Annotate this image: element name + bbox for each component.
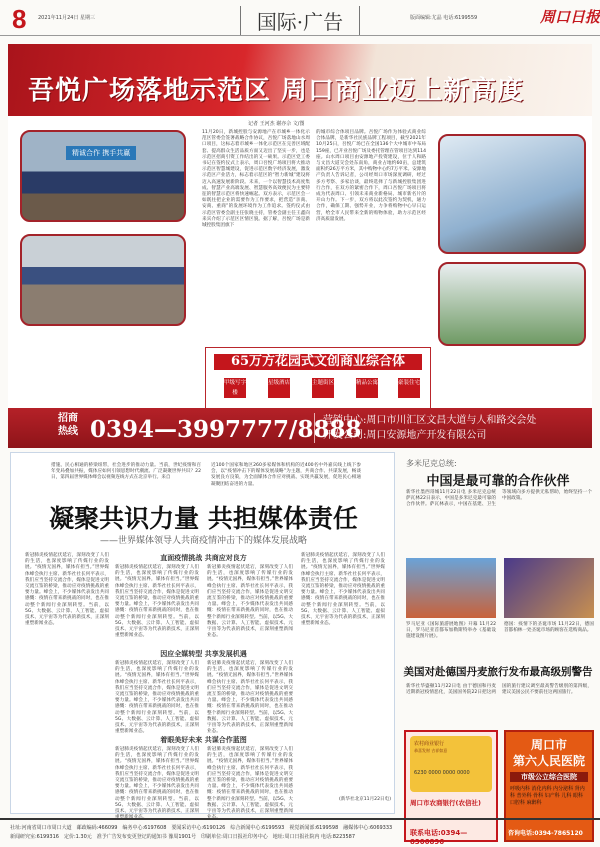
building-rendering [438,134,586,254]
bank-phone: 联系电话:0394—8306896 [410,829,468,846]
article-subtitle: ——世界媒体领导人共商疫情冲击下的媒体发展战略 [99,536,307,546]
ad-article-col1: 11月20日，新城控股与安源地产在市城乡一体化示范区管委会签署战略合作协议，吾悦广场落地山水周口项目，这标志着市城乡一体化示范区在完善区域配套、提高群众生活品质方面又迈出了坚实一步，也是示范区招商引资工作结出的又一硕果。示范区党工委书记在签约仪式上表示，周口吾悦广场项目将大推动示范区智慧城建设，促进示范区数字经济发展，激发示范区产业活力，标志着示范区的“智力新城”建设将迈入高速发展新阶段。未来，一个以智慧技术高度集成、智慧产业高端发展、智慧服务高效便民为主要特征的智慧示范区将快速崛起。双方表示，示范区会一如既往把企业的需要作为工作要求，把营造“亲商、安商、重商”的发展环境作为工作追求。签约仪式由示范区管委会副主任张晓主持，管委会副主任王鑫向来宾介绍了示范区区情区貌。据了解，吾悦广场是新城控股集团旗下 [202,130,310,229]
international-news-column [400,452,596,846]
hospital-name: 第六人民医院 [512,754,585,768]
section-title: 国际·广告 [240,6,360,35]
intro-right: 近100个国家和地区260多家媒体和机构的近400名中外嘉宾线上线下参会，以“疫情冲击下的媒体发展战略”为主题，共商合作、共谋发展，畅谈发展良方良策，为全面媒体合作应对挑战、实现共赢发展，促进民心相通凝聚团结奋进的力量。 [211,463,361,487]
germany-market-photo [504,558,594,618]
subhead-3: 着眼美好未来 共谋合作蓝图 [160,736,247,744]
hotline-number: 0394—3997777/8888 [90,416,362,443]
dominica-text: 新华社墨西哥城11月22日电 多米尼克总统萨瓦林22日表示，中国是多米尼克最可靠的合作伙伴。萨瓦林表示，中国在基建、卫生等领域向多方提供无私帮助，始终坚持一个中国政策。 [406,490,592,508]
address-block [314,413,536,443]
subhead-1: 直面疫情挑战 共商应对良方 [160,554,247,562]
hospital-city: 周口市 [530,738,567,752]
body-col2c: 新冠肺炎疫情起伏延宕，深刻改变了人们的生活，也深度影响了传媒行业的发展。“疫情无国界，媒体有担当。”世界媒体峰会执行主席、新华社社长何平表示，我们应当坚持交流合作，媒体是促进文明交流互鉴的桥梁，推动应对疫情挑战的重要力量。峰会上，不少媒体代表发出共同感慨：疫情在带来新挑战的同时，也在推动整个新闻行业深刻转型。当前，以5G、大数据、云计算、人工智能、虚拟技术、元宇宙等为代表的新技术，正深刻重塑新闻业态。 [115,747,199,821]
card-number: 6230 0000 0000 0000 [414,770,470,776]
page-header [0,0,600,36]
complex-box [205,347,431,413]
ad-byline: 记者 王河杰 谢亦佘 文/图 [248,121,305,127]
body-col3c: 新冠肺炎疫情起伏延宕，深刻改变了人们的生活，也深度影响了传媒行业的发展。“疫情无国界，媒体有担当。”世界媒体峰会执行主席、新华社社长何平表示，我们应当坚持交流合作，媒体是促进文明交流互鉴的桥梁，推动应对疫情挑战的重要力量。峰会上，不少媒体代表发出共同感慨：疫情在带来新挑战的同时，也在推动整个新闻行业深刻转型。当前，以5G、大数据、云计算、人工智能、虚拟技术、元宇宙等为代表的新技术，正深刻重塑新闻业态。 [207,747,293,821]
intro-left: 措施、民心相通的桥梁纽带，社会进步的推动力量。当前，世纪疫情和百年变局叠加共振，媒体应如何引领思想时代潮流、广泛凝聚世界共识？22日，第四届世界媒体峰会以视频连线方式在北京举行。来自 [51,463,201,481]
tag-residence: 豪装住宅 [398,378,420,398]
tag-apartment: 精品公寓 [356,378,378,398]
complex-title: 65万方花园式文创商业综合体 [214,354,422,370]
body-col3b: 新冠肺炎疫情起伏延宕，深刻改变了人们的生活，也深度影响了传媒行业的发展。“疫情无国界，媒体有担当。”世界媒体峰会执行主席、新华社社长何平表示，我们应当坚持交流合作，媒体是促进文明交流互鉴的桥梁，推动应对疫情挑战的重要力量。峰会上，不少媒体代表发出共同感慨：疫情在带来新挑战的同时，也在推动整个新闻行业深刻转型。当前，以5G、大数据、云计算、人工智能、虚拟技术、元宇宙等为代表的新技术，正深刻重塑新闻业态。 [207,661,293,735]
kicker: 多米尼克总统: [406,459,457,468]
travel-warning-text: 新华社华盛顿11月22日电 由于德国和丹麦近期新冠疫情恶化，美国国务院22日把这两国的旅行建议调至最高警告级别的第四级，建议美国公民不要前往这两国旅行。 [406,684,592,696]
bank-name: 周口市农商银行(农信社) [410,799,481,807]
tag-street: 主题街区 [312,378,334,398]
aerial-rendering [438,262,586,346]
body-col4: 新冠肺炎疫情起伏延宕，深刻改变了人们的生活，也深度影响了传媒行业的发展。“疫情无国界，媒体有担当。”世界媒体峰会执行主席、新华社社长何平表示，我们应当坚持交流合作，媒体是促进文明交流互鉴的桥梁，推动应对疫情挑战的重要力量。峰会上，不少媒体代表发出共同感慨：疫情在带来新挑战的同时，也在推动整个新闻行业深刻转型。当前，以5G、大数据、云计算、人工智能、虚拟技术、元宇宙等为代表的新技术，正深刻重塑新闻业态。 [301,553,385,627]
advertisement-wuyue-plaza [8,44,592,448]
article-headline: 凝聚共识力量 共担媒体责任 [49,504,358,533]
issue-date: 2021年11月24日 星期三 [38,15,96,21]
page-number: 8 [12,4,27,34]
romania-caption: 罗马尼亚《国际旅游展地图》开幕 11月22日，罗马尼亚首都布加勒斯特举办《基础设施建设图片展》。 [406,622,496,640]
newspaper-logo: 周口日报 [540,8,600,26]
hotline-label: 招商热线 [58,413,78,437]
sales-center: 营销中心:周口市川汇区文昌大道与人和路交会处 [323,415,537,426]
body-col3: 新冠肺炎疫情起伏延宕，深刻改变了人们的生活，也深度影响了传媒行业的发展。“疫情无国界，媒体有担当。”世界媒体峰会执行主席、新华社社长何平表示，我们应当坚持交流合作，媒体是促进文明交流互鉴的桥梁，推动应对疫情挑战的重要力量。峰会上，不少媒体代表发出共同感慨：疫情在带来新挑战的同时，也在推动整个新闻行业深刻转型。当前，以5G、大数据、云计算、人工智能、虚拟技术、元宇宙等为代表的新技术，正深刻重塑新闻业态。 [207,565,293,639]
card-bank-name: 农村商业银行 [414,741,445,747]
hospital-departments: 呼吸内科 消化内科 内分泌科 肾内科 普外科 骨科 妇产科 儿科 眼科 口腔科 麻醉科 [510,786,585,806]
developer: 开发公司:周口安源地产开发有限公司 [323,430,487,441]
body-col2: 新冠肺炎疫情起伏延宕，深刻改变了人们的生活，也深度影响了传媒行业的发展。“疫情无国界，媒体有担当。”世界媒体峰会执行主席、新华社社长何平表示，我们应当坚持交流合作，媒体是促进文明交流互鉴的桥梁，推动应对疫情挑战的重要力量。峰会上，不少媒体代表发出共同感慨：疫情在带来新挑战的同时，也在推动整个新闻行业深刻转型。当前，以5G、大数据、云计算、人工智能、虚拟技术、元宇宙等为代表的新技术，正深刻重塑新闻业态。 [115,565,199,639]
signing-photo [20,130,186,222]
ad-banner [8,44,592,116]
footer-line-1: 社址:河南省周口市周口大道 邮政编码:466099 编务中心:6197608 要闻采访中心:6190126 综合新闻中心:6199593 视觉新闻部:6199598 融媒体中心:6069333 [10,825,393,831]
subhead-2: 因应全媒转型 共享发展机遇 [160,650,247,658]
romania-photo [406,558,496,618]
hospital-type: 市级公立综合医院 [510,772,588,782]
contact-band [8,408,592,448]
signing-banner-text: 精诚合作 携手共赢 [66,146,136,160]
dominica-headline: 中国是最可靠的合作伙伴 [426,474,570,489]
tag-hotel: 星级酒店 [268,378,290,398]
tag-office: 甲级写字楼 [224,380,247,396]
dateline: (新华社北京11月22日电) [338,797,391,802]
media-summit-article [10,452,395,821]
meeting-photo [20,234,186,326]
bank-card [410,736,492,792]
footer [0,818,600,847]
hospital-phone: 咨询电话:0394-7865120 [508,830,583,837]
travel-warning-headline: 美国对赴德国丹麦旅行发布最高级别警告 [403,666,593,678]
body-col1: 新冠肺炎疫情起伏延宕，深刻改变了人们的生活，也深度影响了传媒行业的发展。“疫情无国界，媒体有担当。”世界媒体峰会执行主席、新华社社长何平表示，我们应当坚持交流合作，媒体是促进文明交流互鉴的桥梁，推动应对疫情挑战的重要力量。峰会上，不少媒体代表发出共同感慨：疫情在带来新挑战的同时，也在推动整个新闻行业深刻转型。当前，以5G、大数据、云计算、人工智能、虚拟技术、元宇宙等为代表的新技术，正深刻重塑新闻业态。 [25,553,109,627]
body-col2b: 新冠肺炎疫情起伏延宕，深刻改变了人们的生活，也深度影响了传媒行业的发展。“疫情无国界，媒体有担当。”世界媒体峰会执行主席、新华社社长何平表示，我们应当坚持交流合作，媒体是促进文明交流互鉴的桥梁，推动应对疫情挑战的重要力量。峰会上，不少媒体代表发出共同感慨：疫情在带来新挑战的同时，也在推动整个新闻行业深刻转型。当前，以5G、大数据、云计算、人工智能、虚拟技术、元宇宙等为代表的新技术，正深刻重塑新闻业态。 [115,661,199,735]
footer-line-2: 新闻研究室:6199316 定价:1.30元 准予广告发布变更登记的通知书 豫周1901号 印刷单位:周口日报社印务中心 地址:周口日报社院内 电话:8223587 [10,834,356,840]
editor-info: 版面编辑:尤晶 电话:6199559 [410,15,478,21]
card-slogan: 恭喜发财 吉祥如意 [414,748,448,753]
germany-caption: 德国：疫情下的圣诞市场 11月22日，德国首都柏林一处圣诞市场的顾客在选购商品。 [504,622,594,634]
ad-headline: 吾悦广场落地示范区 周口商业迈上新高度 [28,76,525,106]
ad-article-col2: 的城市综合体项目品牌。吾悦广场作为体验式商业综合体品牌，是新华社民族品牌工程项目，截至2021年10月25日，吾悦广场已在全国136个大中城市中布局159座，已开业吾悦广场及委托管理在管项目达到114座。山水周口项目由安源地产投资建设，位于人和路与文昌大道交会处东南角，商业占地约60亩，总建筑面积约26万平方米，其中购物中心约7万平米。安源地产负责人告诉记者，公司经周口市场深度调研，经过多方考察、多家洽谈，最终选择了与新城控股集团进行合作，在双方的紧密合作下，周口吾悦广场项目将成为代表周口、引领未来商业新格局、城市新名片的开山力作。下一步，双方将以此次签约为契机，通力合作，确保工期、强势开业，力争将购物中心早日运营，给全市人民带来全新的购物体验，助力示范区经济高质量发展。 [316,130,426,222]
